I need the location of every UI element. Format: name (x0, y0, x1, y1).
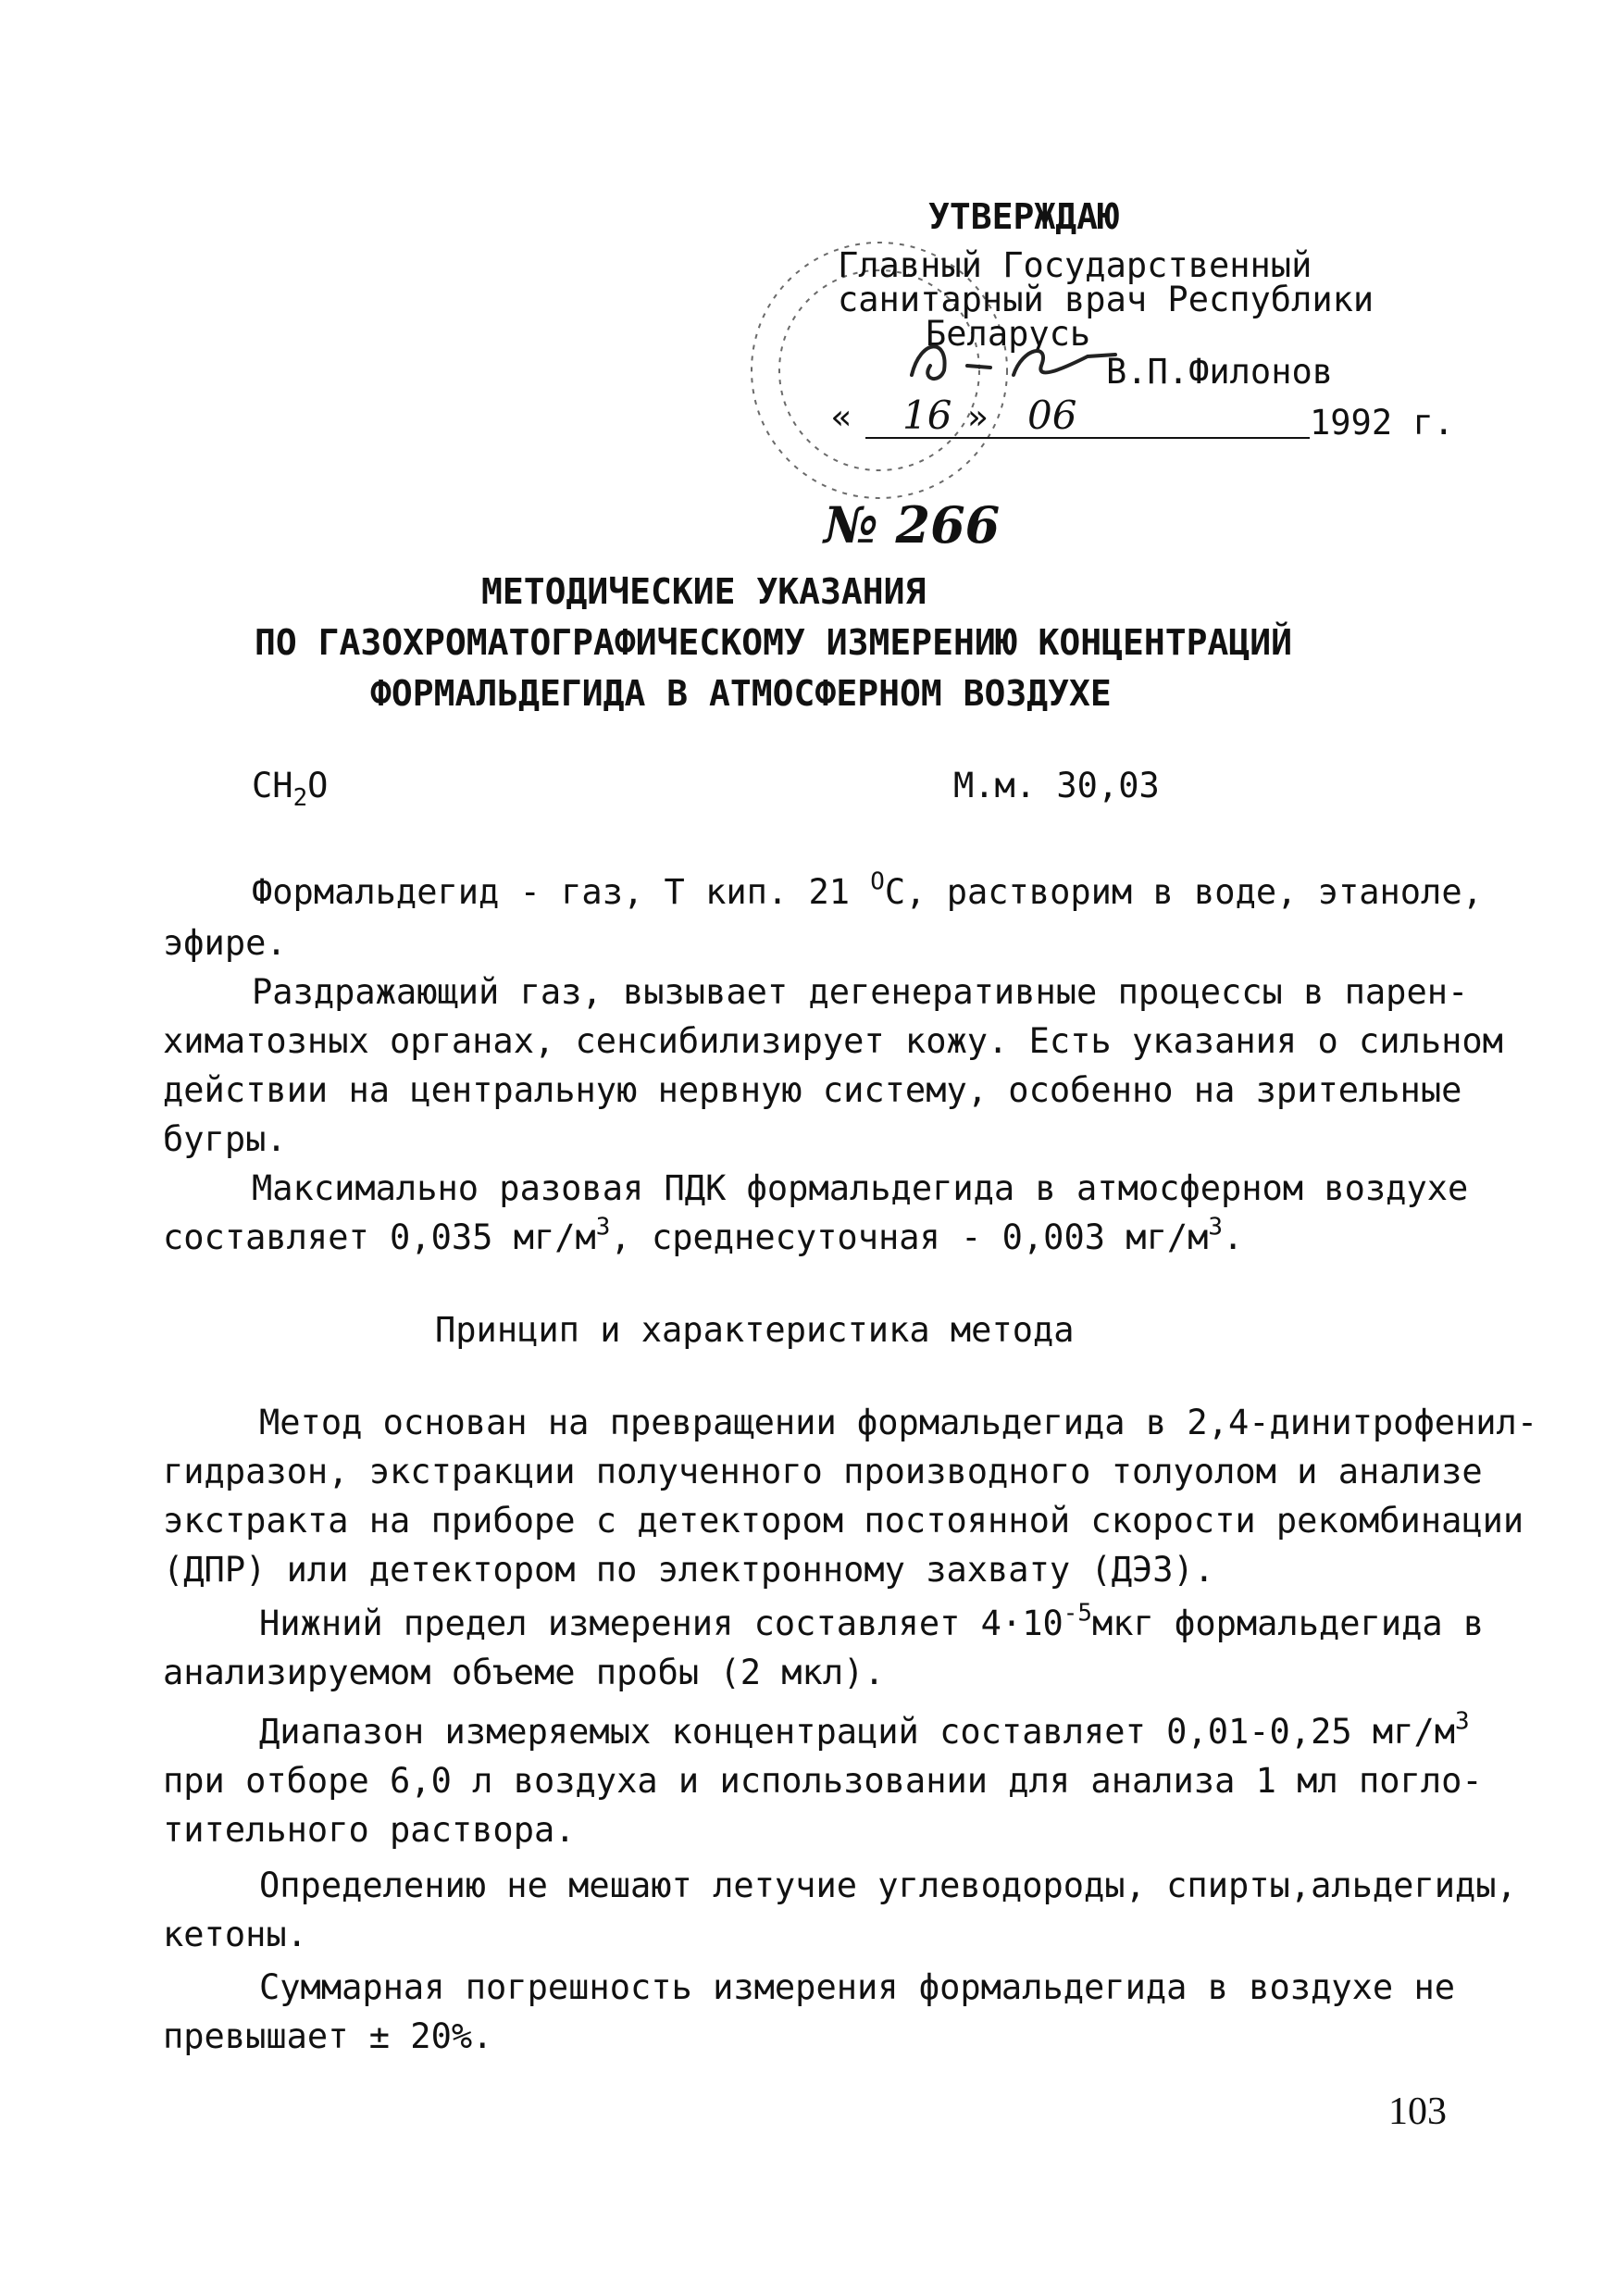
section-p1-line4: (ДПР) или детектором по электронному захвату (ДЭЗ). (163, 1550, 1215, 1590)
section-p2-line2: анализируемом объеме пробы (2 мкл). (163, 1653, 885, 1692)
intro-p1-line1: Формальдегид - газ, Т кип. 21 $^O$C, растворим в воде, этаноле, (252, 867, 1483, 912)
date-underline (865, 437, 1310, 439)
section-p3-line1: Диапазон измеряемых концентраций составляет 0,01-0,25 $мг/м^3$ (259, 1707, 1470, 1752)
page-number: 103 (1388, 2090, 1447, 2133)
section-p4-line1: Определению не мешают летучие углеводороды, спирты,альдегиды, (259, 1866, 1517, 1905)
date-open-quote: « (831, 397, 852, 437)
intro-p3-line1: Максимально разовая ПДК формальдегида в атмосферном воздухе (252, 1168, 1469, 1208)
formula-subscript: 2 (292, 784, 308, 813)
section-p1-line3: экстракта на приборе с детектором постоянной скорости рекомбинации (163, 1501, 1524, 1541)
date-month: 06 (1027, 393, 1077, 438)
section-p1-line1: Метод основан на превращении формальдегида в 2,4-динитрофенил- (259, 1403, 1538, 1442)
intro-p3-line2: составляет 0,035 $мг/м^3$, среднесуточная - 0,003 $мг/м^3$. (163, 1213, 1244, 1257)
intro-p2-line3: действии на центральную нервную систему, особенно на зрительные (163, 1070, 1462, 1110)
heading-line-2: ПО ГАЗОХРОМАТОГРАФИЧЕСКОМУ ИЗМЕРЕНИЮ КОНЦЕНТРАЦИЙ (255, 622, 1293, 663)
intro-p2-line1: Раздражающий газ, вызывает дегенеративные процессы в парен- (252, 972, 1469, 1012)
intro-p1-line2: эфире. (163, 923, 287, 963)
approval-line-1: Главный Государственный (838, 245, 1312, 285)
date-close-quote: » (967, 397, 989, 437)
section-p3-line2: при отборе 6,0 л воздуха и использовании для анализа 1 мл погло- (163, 1761, 1483, 1801)
approval-line-2: санитарный врач Республики (838, 280, 1374, 319)
heading-line-1: МЕТОДИЧЕСКИЕ УКАЗАНИЯ (481, 571, 927, 612)
section-p5-line2: превышает ± 20%. (163, 2016, 493, 2056)
date-day: 16 (902, 393, 952, 438)
chemical-formula (252, 766, 329, 813)
registration-number: № 266 (824, 495, 1001, 555)
section-p4-line2: кетоны. (163, 1915, 307, 1954)
approval-line-3: Беларусь (926, 314, 1091, 354)
approval-title: УТВЕРЖДАЮ (928, 196, 1119, 237)
signer-name: В.П.Филонов (1106, 352, 1334, 392)
formula-suffix: O (307, 766, 329, 805)
section-p1-line2: гидразон, экстракции полученного производного толуолом и анализе (163, 1452, 1483, 1491)
date-year: 1992 г. (1310, 403, 1454, 443)
intro-p2-line4: бугры. (163, 1119, 287, 1159)
section-p3-line3: тительного раствора. (163, 1810, 576, 1850)
handwritten-signature (902, 329, 1125, 393)
intro-p2-line2: химатозных органах, сенсибилизирует кожу. Есть указания о сильном (163, 1021, 1503, 1061)
molar-mass: М.м. 30,03 (953, 766, 1160, 805)
formula-prefix: CH (252, 766, 293, 805)
heading-line-3: ФОРМАЛЬДЕГИДА В АТМОСФЕРНОМ ВОЗДУХЕ (370, 673, 1112, 714)
section-title: Принцип и характеристика метода (435, 1310, 1075, 1350)
section-p2-line1: Нижний предел измерения составляет $4\cdot 10^{-5}мкг$ формальдегида в (259, 1599, 1485, 1643)
section-p5-line1: Суммарная погрешность измерения формальдегида в воздухе не (259, 1967, 1456, 2007)
